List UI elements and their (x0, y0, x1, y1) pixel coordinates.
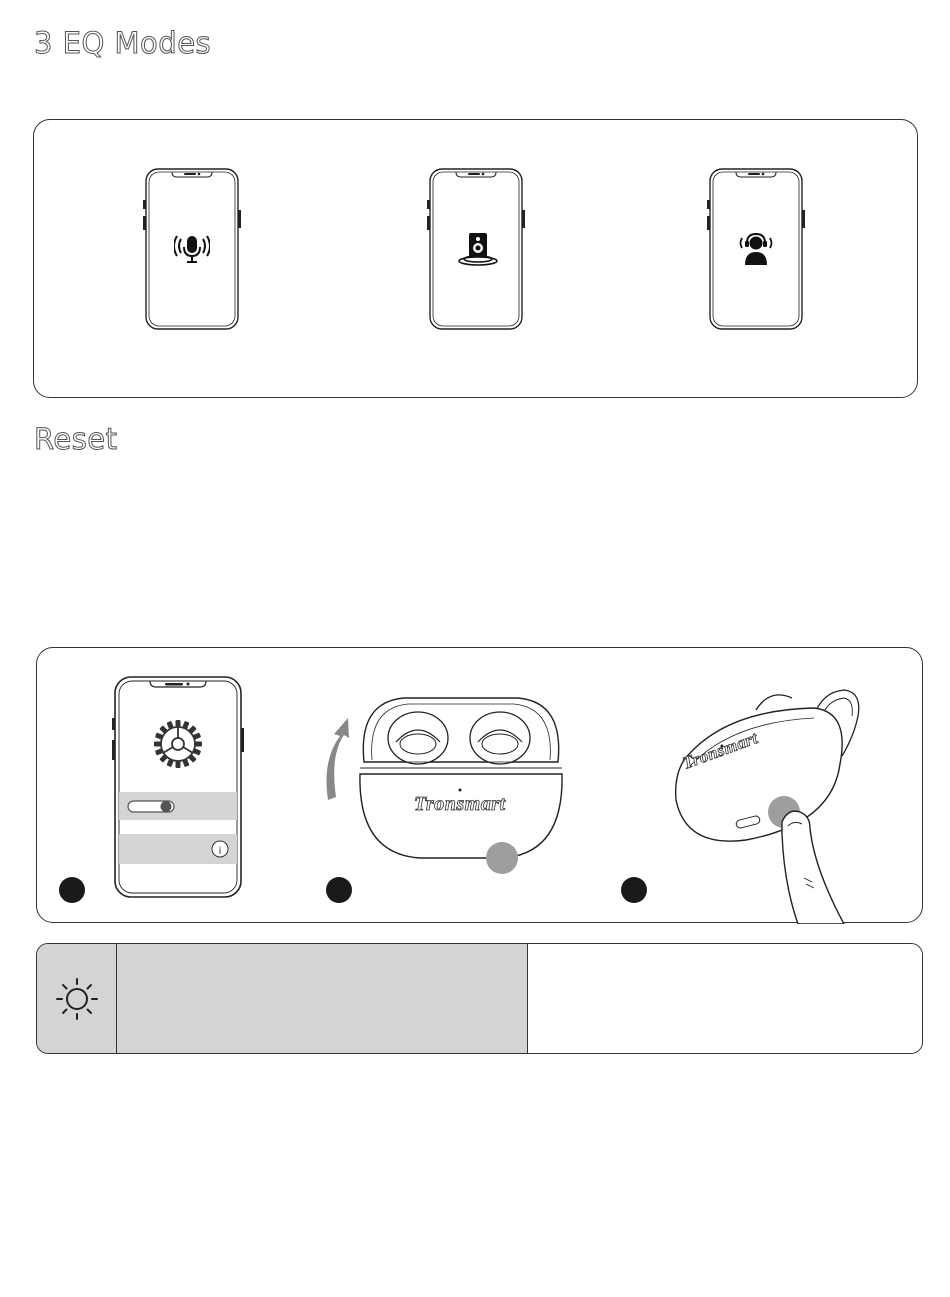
microphone-voice-icon (174, 233, 210, 267)
eq-modes-heading: 3 EQ Modes (34, 26, 212, 60)
svg-text:i: i (218, 844, 222, 857)
speaker-bass-icon (458, 231, 498, 267)
charging-case-open-icon (356, 690, 566, 876)
note-icon-cell (37, 944, 117, 1053)
phone-settings-icon (108, 674, 250, 900)
earbud-brand-logo: Tronsmart (680, 728, 761, 773)
gear-icon (151, 717, 205, 771)
headset-person-icon (738, 232, 774, 266)
step-1-dot (59, 877, 85, 903)
earbud-touch-icon (664, 686, 864, 924)
note-text-area-right (528, 944, 922, 1053)
step-2-dot (326, 877, 352, 903)
sun-icon (54, 976, 100, 1022)
case-brand-logo: Tronsmart (414, 793, 506, 815)
note-text-area-left (117, 944, 528, 1053)
lift-arrow-icon (318, 716, 350, 802)
note-panel (36, 943, 923, 1054)
reset-heading: Reset (34, 422, 118, 456)
step-3-dot (621, 877, 647, 903)
